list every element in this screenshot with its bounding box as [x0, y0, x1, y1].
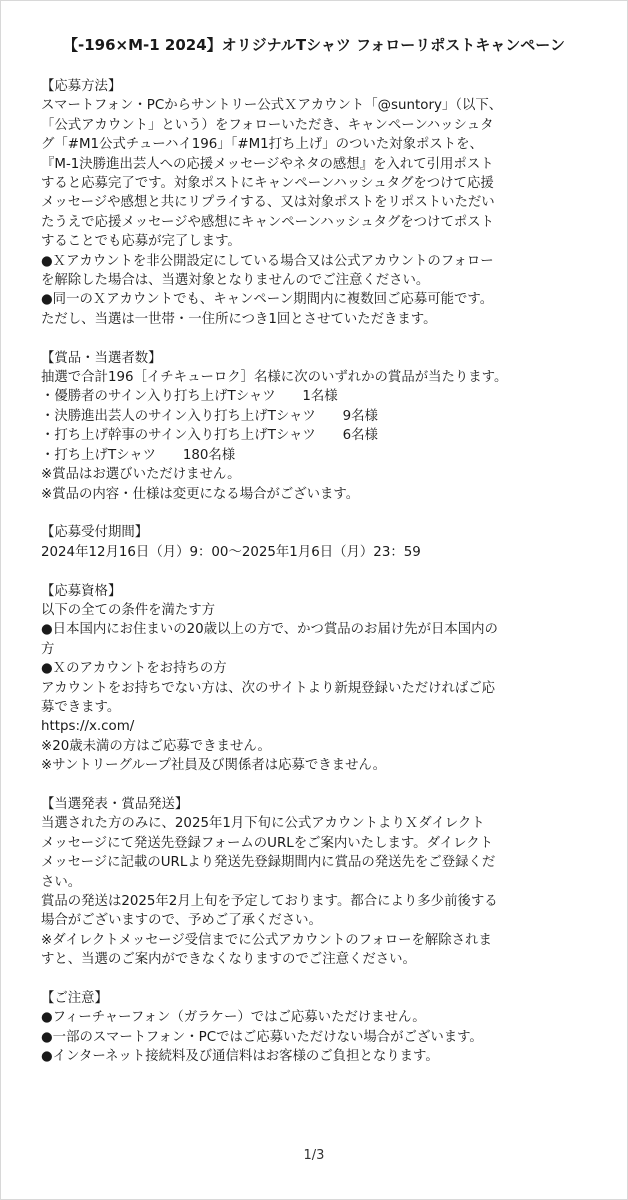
section-spacer [41, 562, 601, 581]
body-line: すと、当選のご案内ができなくなりますのでご注意ください。 [41, 952, 416, 968]
body-line: アカウントをお持ちでない方は、次のサイトより新規登録いただければご応 [41, 680, 496, 696]
body-line: 方 [41, 641, 55, 657]
document-body [41, 77, 601, 1067]
body-line: ※賞品はお選びいただけません。 [41, 467, 241, 483]
body-line: ●同一のＸアカウントでも、キャンペーン期間内に複数回ご応募可能です。 [41, 292, 494, 308]
body-line: すると応募完了です。対象ポストにキャンペーンハッシュタグをつけて応援 [41, 176, 494, 192]
section-prizes [41, 349, 601, 504]
section-heading: 【賞品・当選者数】 [41, 350, 162, 366]
section-winner-announcement [41, 795, 601, 970]
section-how-to-apply [41, 77, 601, 329]
document-title: 【-196×M-1 2024】オリジナルTシャツ フォローリポストキャンペーン [62, 36, 566, 54]
body-line: ※サントリーグループ社員及び関係者は応募できません。 [41, 758, 387, 774]
body-line: スマートフォン・PCからサントリー公式Ｘアカウント「@suntory」（以下、 [41, 98, 503, 114]
body-line: ●Ｘのアカウントをお持ちの方 [41, 661, 227, 677]
section-heading: 【応募方法】 [41, 79, 122, 94]
prize-item: ・打ち上げTシャツ 180名様 [41, 447, 236, 463]
body-line: ●Ｘアカウントを非公開設定にしている場合又は公式アカウントのフォロー [41, 253, 494, 269]
body-line: 「公式アカウント」という）をフォローいただき、キャンペーンハッシュタ [41, 117, 494, 133]
body-line: 賞品の発送は2025年2月上旬を予定しております。都合により多少前後する [41, 894, 498, 909]
section-spacer [41, 970, 601, 989]
body-line: 当選された方のみに、2025年1月下旬に公式アカウントよりＸダイレクト [41, 816, 485, 832]
body-line: 場合がございますので、予めご了承ください。 [41, 913, 322, 929]
prize-item: ・打ち上げ幹事のサイン入り打ち上げTシャツ 6名様 [41, 428, 378, 444]
body-line: ●一部のスマートフォン・PCではご応募いただけない場合がございます。 [41, 1029, 483, 1045]
section-heading: 【応募資格】 [41, 583, 122, 599]
section-spacer [41, 504, 601, 523]
body-line: ※ダイレクトメッセージ受信までに公式アカウントのフォローを解除されま [41, 932, 492, 948]
body-line: メッセージにて発送先登録フォームのURLをご案内いたします。ダイレクト [41, 835, 493, 851]
prize-item: ・優勝者のサイン入り打ち上げTシャツ 1名様 [41, 389, 338, 405]
body-line: メッセージに記載のURLより発送先登録期間内に賞品の発送先をご登録くだ [41, 855, 496, 871]
section-spacer [41, 776, 601, 795]
body-line: 抽選で合計196［イチキューロク］名様に次のいずれかの賞品が当たります。 [41, 370, 508, 386]
body-line: たうえで応援メッセージや感想にキャンペーンハッシュタグをつけてポスト [41, 214, 495, 230]
section-notes [41, 989, 601, 1067]
body-line: ※賞品の内容・仕様は変更になる場合がございます。 [41, 486, 360, 502]
body-line: ●インターネット接続料及び通信料はお客様のご負担となります。 [41, 1049, 439, 1065]
body-line: ※20歳未満の方はご応募できません。 [41, 738, 271, 754]
section-spacer [41, 329, 601, 348]
section-heading: 【応募受付期間】 [41, 525, 149, 541]
section-heading: 【当選発表・賞品発送】 [41, 796, 189, 812]
body-line: 以下の全ての条件を満たす方 [41, 602, 216, 618]
section-application-period [41, 523, 601, 562]
url-text: https://x.com/ [41, 719, 135, 735]
section-heading: 【ご注意】 [41, 991, 108, 1007]
body-line: グ「#M1公式チューハイ196」「#M1打ち上げ」のついた対象ポストを、 [41, 137, 483, 153]
body-line: 『M-1決勝進出芸人への応援メッセージやネタの感想』を入れて引用ポスト [41, 156, 494, 172]
body-line: ●フィーチャーフォン（ガラケー）ではご応募いただけません。 [41, 1010, 426, 1026]
body-line: することでも応募が完了します。 [41, 234, 241, 250]
body-line: 募できます。 [41, 699, 121, 715]
body-line: 2024年12月16日（月）9：00～2025年1月6日（月）23：59 [41, 544, 421, 560]
section-eligibility [41, 582, 601, 776]
body-line: を解除した場合は、当選対象となりませんのでご注意ください。 [41, 273, 430, 289]
body-line: ●日本国内にお住まいの20歳以上の方で、かつ賞品のお届け先が日本国内の [41, 622, 498, 638]
body-line: さい。 [41, 874, 82, 890]
page-indicator: 1/3 [303, 1148, 325, 1163]
prize-item: ・決勝進出芸人のサイン入り打ち上げTシャツ 9名様 [41, 408, 378, 424]
body-line: ただし、当選は一世帯・一住所につき1回とさせていただきます。 [41, 311, 437, 327]
body-line: メッセージや感想と共にリプライする、又は対象ポストをリポストいただい [41, 195, 495, 211]
